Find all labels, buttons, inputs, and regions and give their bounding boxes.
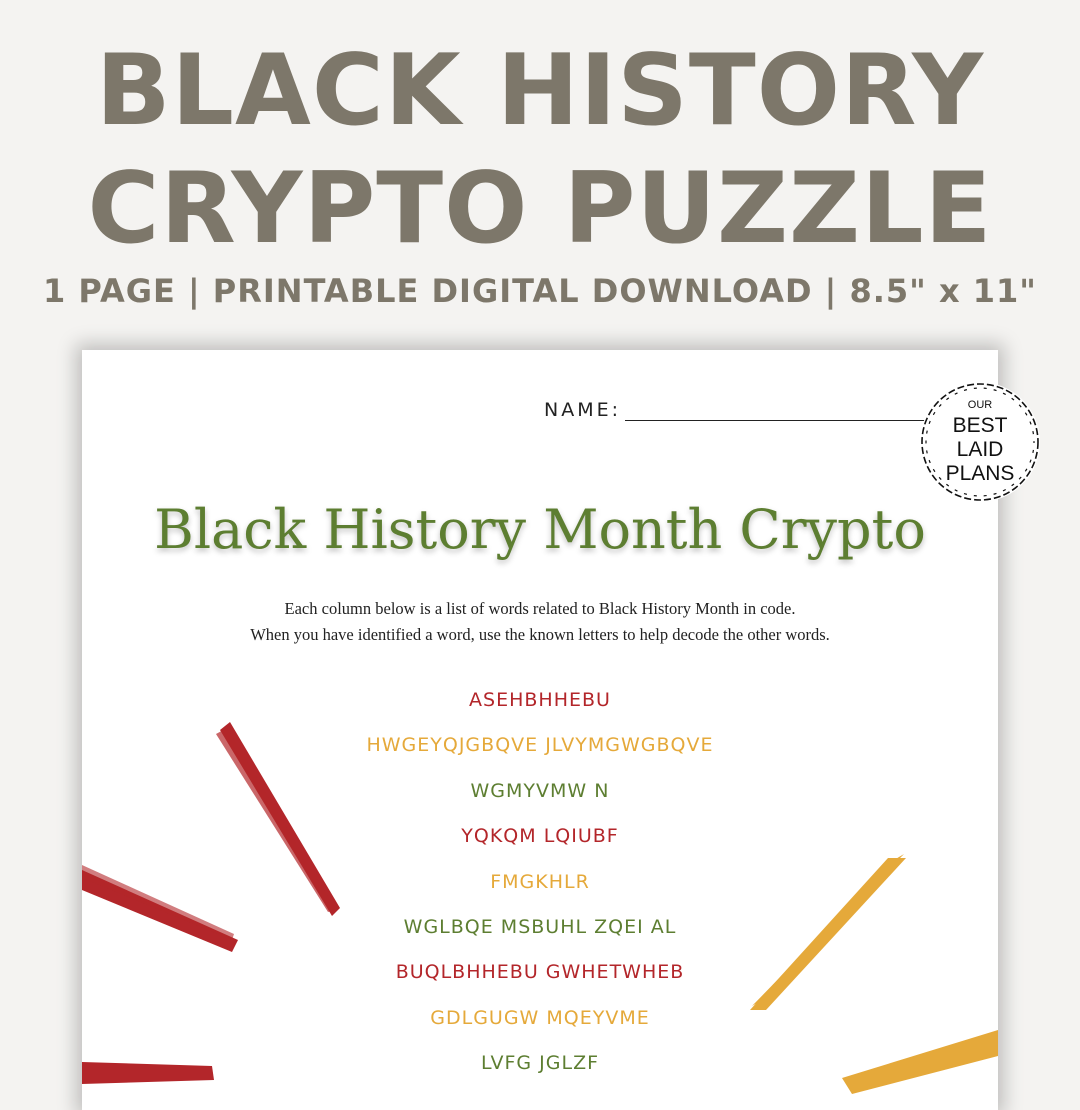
headline-line-2: CRYPTO PUZZLE [87, 152, 993, 266]
worksheet-title: Black History Month Crypto [154, 498, 926, 561]
coded-word: LVFG JGLZF [480, 1052, 600, 1075]
coded-word-list [82, 684, 998, 1093]
worksheet-preview [82, 350, 998, 1110]
name-blank-line [625, 398, 925, 421]
instruction-line-2: When you have identified a word, use the known letters to help decode the other words. [250, 625, 830, 644]
logo-line-our: OUR [967, 398, 993, 411]
coded-word: YQKQM LQIUBF [461, 825, 619, 848]
instruction-line-1: Each column below is a list of words related to Black History Month in code. [284, 599, 796, 618]
logo-text [916, 378, 1044, 506]
logo-line-plans: PLANS [945, 461, 1015, 485]
headline-line-1: BLACK HISTORY [95, 34, 985, 148]
coded-word: WGMYVMW N [470, 779, 610, 802]
coded-word: FMGKHLR [490, 870, 590, 893]
name-field [544, 398, 925, 421]
brand-logo [916, 378, 1044, 506]
coded-word: HWGEYQJGBQVE JLVYMGWGBQVE [366, 734, 714, 757]
coded-word: WGLBQE MSBUHL ZQEI AL [403, 915, 677, 938]
instructions [82, 596, 998, 648]
logo-line-best: BEST [952, 413, 1008, 437]
product-subtitle: 1 PAGE | PRINTABLE DIGITAL DOWNLOAD | 8.5" x 11" [43, 272, 1037, 310]
name-label: NAME: [544, 399, 622, 421]
coded-word: GDLGUGW MQEYVME [430, 1006, 650, 1029]
coded-word: ASEHBHHEBU [469, 689, 611, 711]
coded-word: BUQLBHHEBU GWHETWHEB [395, 961, 685, 984]
logo-line-laid: LAID [956, 437, 1004, 461]
